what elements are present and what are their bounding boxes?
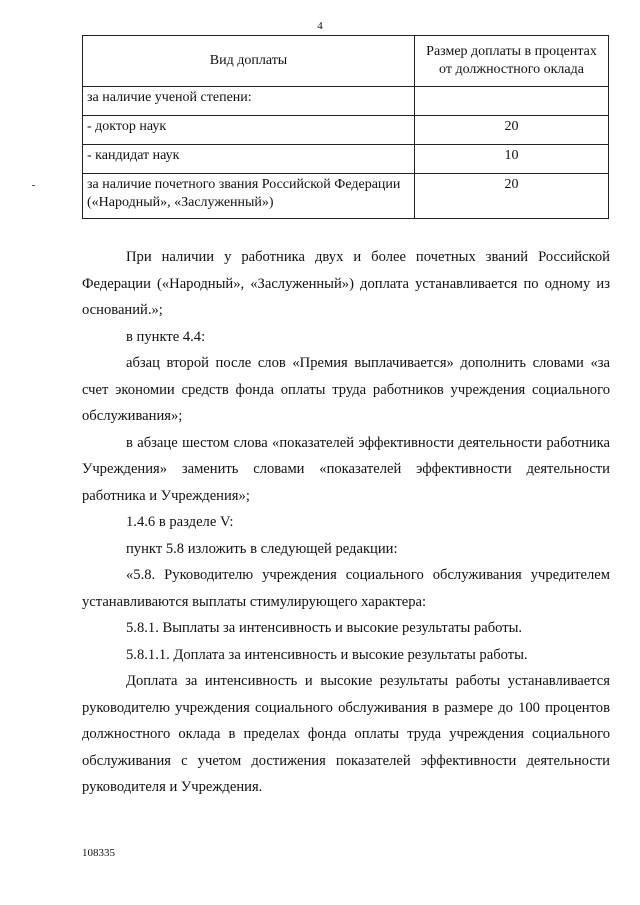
paragraph: 5.8.1.1. Доплата за интенсивность и высокие результаты работы. [126,646,528,663]
table-cell-payment-size [415,87,609,116]
paragraph: абзац второй после слов «Премия выплачивается» дополнить словами «за счет экономии средств фонда оплаты труда работников учреждения социального обслуживания»; [82,355,610,424]
table-cell-payment-size: 10 [415,145,609,174]
table-cell-payment-size: 20 [415,174,609,219]
footer-document-code: 108335 [82,847,115,859]
paragraph: Доплата за интенсивность и высокие результаты работы устанавливается руководителю учреждения социального обслуживания в размере до 100 процентов должностного оклада в пределах фонда оплаты труда учреждения социального обслуживания с учетом достижения показателей эффективности деятельности руководителя и Учреждения. [82,673,610,795]
paragraph: При наличии у работника двух и более почетных званий Российской Федерации («Народный», «Заслуженный») доплата устанавливается по одному из оснований.»; [82,249,610,318]
table-row [83,145,609,174]
table-cell-payment-type: - кандидат наук [83,145,415,174]
table-row [83,87,609,116]
table-cell-payment-type: за наличие почетного звания Российской Федерации («Народный», «Заслуженный») [83,174,415,219]
payment-table [82,35,609,219]
table-cell-payment-type: - доктор наук [83,116,415,145]
paragraph: 1.4.6 в разделе V: [126,514,234,530]
paragraph: «5.8. Руководителю учреждения социального обслуживания учредителем устанавливаются выплаты стимулирующего характера: [82,567,610,610]
scan-artifact [32,185,35,186]
document-body [82,244,610,801]
table-row [83,174,609,219]
table-header-row [83,36,609,87]
table-cell-payment-size: 20 [415,116,609,145]
paragraph: 5.8.1. Выплаты за интенсивность и высокие результаты работы. [126,620,523,636]
table-header-payment-size: Размер доплаты в процентах от должностного оклада [415,36,609,87]
table-header-payment-type: Вид доплаты [83,36,415,87]
paragraph: пункт 5.8 изложить в следующей редакции: [126,540,398,557]
page-number: 4 [317,20,323,32]
paragraph: в пункте 4.4: [126,328,206,345]
table-row [83,116,609,145]
paragraph: в абзаце шестом слова «показателей эффективности деятельности работника Учреждения» заменить словами «показателей эффективности деятельности работника и Учреждения»; [82,434,610,504]
table-cell-payment-type: за наличие ученой степени: [83,87,415,116]
